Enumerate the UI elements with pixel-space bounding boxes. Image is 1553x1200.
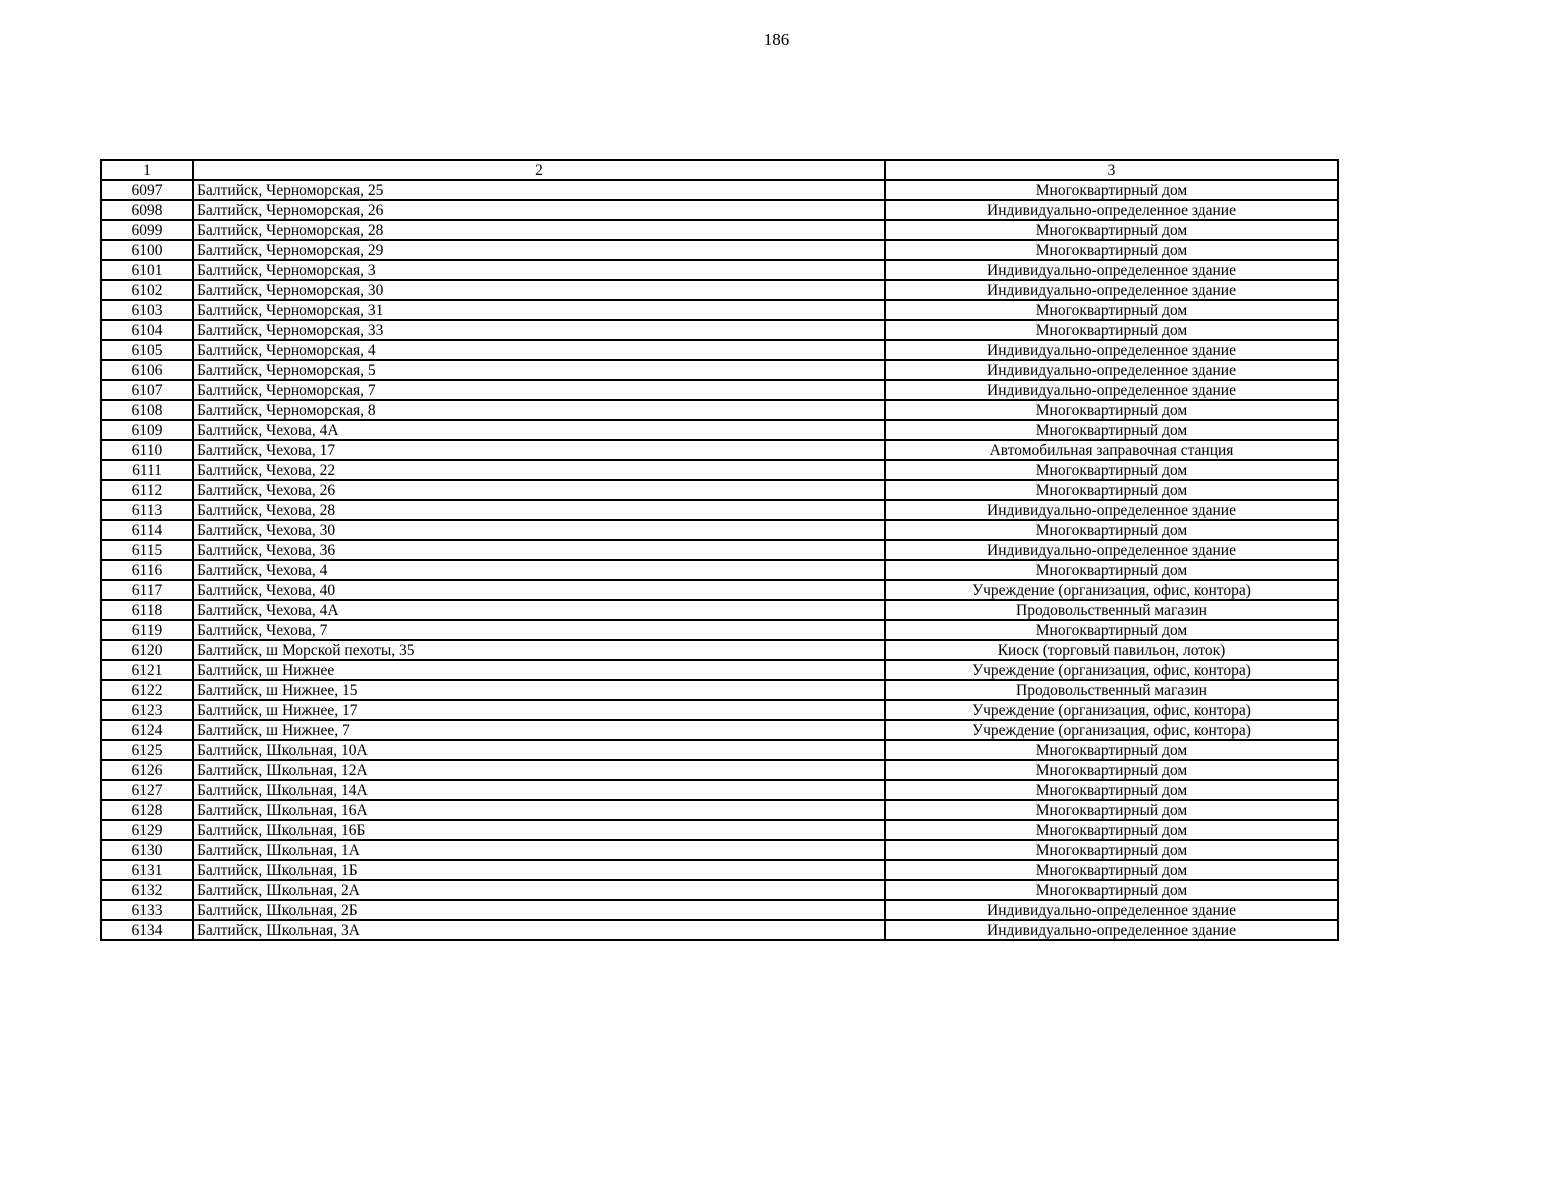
table-row — [101, 280, 1338, 300]
row-number-cell: 6100 — [101, 240, 193, 260]
row-number-cell: 6134 — [101, 920, 193, 940]
address-cell: Балтийск, Черноморская, 7 — [193, 380, 885, 400]
row-number-cell: 6103 — [101, 300, 193, 320]
row-number-cell: 6130 — [101, 840, 193, 860]
address-cell: Балтийск, Черноморская, 31 — [193, 300, 885, 320]
address-cell: Балтийск, ш Нижнее, 15 — [193, 680, 885, 700]
table-row — [101, 700, 1338, 720]
table-row — [101, 800, 1338, 820]
building-type-cell: Многоквартирный дом — [885, 520, 1338, 540]
address-cell: Балтийск, Чехова, 4А — [193, 600, 885, 620]
table-row — [101, 580, 1338, 600]
address-cell: Балтийск, Чехова, 26 — [193, 480, 885, 500]
row-number-cell: 6098 — [101, 200, 193, 220]
row-number-cell: 6125 — [101, 740, 193, 760]
building-type-cell: Многоквартирный дом — [885, 300, 1338, 320]
row-number-cell: 6114 — [101, 520, 193, 540]
address-cell: Балтийск, Школьная, 14А — [193, 780, 885, 800]
building-type-cell: Многоквартирный дом — [885, 620, 1338, 640]
address-cell: Балтийск, Школьная, 2Б — [193, 900, 885, 920]
table-row — [101, 320, 1338, 340]
registry-table-body — [101, 160, 1338, 940]
row-number-cell: 6131 — [101, 860, 193, 880]
table-row — [101, 640, 1338, 660]
column-header-3: 3 — [885, 160, 1338, 180]
row-number-cell: 6113 — [101, 500, 193, 520]
row-number-cell: 6109 — [101, 420, 193, 440]
building-type-cell: Многоквартирный дом — [885, 780, 1338, 800]
table-row — [101, 680, 1338, 700]
building-type-cell: Многоквартирный дом — [885, 840, 1338, 860]
row-number-cell: 6127 — [101, 780, 193, 800]
row-number-cell: 6119 — [101, 620, 193, 640]
building-type-cell: Продовольственный магазин — [885, 680, 1338, 700]
address-cell: Балтийск, Школьная, 1А — [193, 840, 885, 860]
address-cell: Балтийск, Чехова, 22 — [193, 460, 885, 480]
address-cell: Балтийск, Школьная, 2А — [193, 880, 885, 900]
table-row — [101, 660, 1338, 680]
table-row — [101, 360, 1338, 380]
table-row — [101, 220, 1338, 240]
table-row — [101, 740, 1338, 760]
building-type-cell: Многоквартирный дом — [885, 880, 1338, 900]
table-row — [101, 300, 1338, 320]
building-type-cell: Учреждение (организация, офис, контора) — [885, 660, 1338, 680]
building-type-cell: Индивидуально-определенное здание — [885, 360, 1338, 380]
row-number-cell: 6108 — [101, 400, 193, 420]
address-cell: Балтийск, Чехова, 36 — [193, 540, 885, 560]
table-row — [101, 720, 1338, 740]
address-cell: Балтийск, Черноморская, 26 — [193, 200, 885, 220]
address-cell: Балтийск, Чехова, 17 — [193, 440, 885, 460]
row-number-cell: 6123 — [101, 700, 193, 720]
row-number-cell: 6106 — [101, 360, 193, 380]
building-type-cell: Индивидуально-определенное здание — [885, 500, 1338, 520]
address-cell: Балтийск, Чехова, 28 — [193, 500, 885, 520]
building-type-cell: Многоквартирный дом — [885, 860, 1338, 880]
address-cell: Балтийск, Школьная, 3А — [193, 920, 885, 940]
table-row — [101, 840, 1338, 860]
address-cell: Балтийск, Чехова, 4 — [193, 560, 885, 580]
table-row — [101, 560, 1338, 580]
table-row — [101, 420, 1338, 440]
table-header-row — [101, 160, 1338, 180]
address-cell: Балтийск, ш Нижнее — [193, 660, 885, 680]
address-cell: Балтийск, Чехова, 7 — [193, 620, 885, 640]
table-row — [101, 180, 1338, 200]
table-row — [101, 200, 1338, 220]
address-cell: Балтийск, Черноморская, 8 — [193, 400, 885, 420]
row-number-cell: 6097 — [101, 180, 193, 200]
address-cell: Балтийск, ш Нижнее, 7 — [193, 720, 885, 740]
address-cell: Балтийск, Черноморская, 28 — [193, 220, 885, 240]
row-number-cell: 6120 — [101, 640, 193, 660]
building-type-cell: Индивидуально-определенное здание — [885, 540, 1338, 560]
table-row — [101, 500, 1338, 520]
building-type-cell: Учреждение (организация, офис, контора) — [885, 720, 1338, 740]
row-number-cell: 6101 — [101, 260, 193, 280]
row-number-cell: 6133 — [101, 900, 193, 920]
row-number-cell: 6122 — [101, 680, 193, 700]
table-row — [101, 820, 1338, 840]
table-row — [101, 860, 1338, 880]
row-number-cell: 6117 — [101, 580, 193, 600]
address-cell: Балтийск, Школьная, 16Б — [193, 820, 885, 840]
building-type-cell: Многоквартирный дом — [885, 740, 1338, 760]
table-row — [101, 240, 1338, 260]
address-cell: Балтийск, Черноморская, 5 — [193, 360, 885, 380]
building-type-cell: Индивидуально-определенное здание — [885, 280, 1338, 300]
building-type-cell: Многоквартирный дом — [885, 240, 1338, 260]
building-type-cell: Многоквартирный дом — [885, 180, 1338, 200]
row-number-cell: 6105 — [101, 340, 193, 360]
page-number: 186 — [763, 30, 790, 49]
row-number-cell: 6110 — [101, 440, 193, 460]
row-number-cell: 6102 — [101, 280, 193, 300]
table-row — [101, 600, 1338, 620]
building-type-cell: Индивидуально-определенное здание — [885, 920, 1338, 940]
table-row — [101, 920, 1338, 940]
address-cell: Балтийск, Школьная, 12А — [193, 760, 885, 780]
table-row — [101, 760, 1338, 780]
building-type-cell: Многоквартирный дом — [885, 220, 1338, 240]
row-number-cell: 6107 — [101, 380, 193, 400]
building-type-cell: Учреждение (организация, офис, контора) — [885, 580, 1338, 600]
address-cell: Балтийск, Черноморская, 25 — [193, 180, 885, 200]
building-type-cell: Индивидуально-определенное здание — [885, 200, 1338, 220]
table-row — [101, 460, 1338, 480]
building-type-cell: Многоквартирный дом — [885, 400, 1338, 420]
address-cell: Балтийск, Черноморская, 33 — [193, 320, 885, 340]
building-type-cell: Индивидуально-определенное здание — [885, 260, 1338, 280]
address-cell: Балтийск, Черноморская, 30 — [193, 280, 885, 300]
building-type-cell: Многоквартирный дом — [885, 420, 1338, 440]
building-type-cell: Индивидуально-определенное здание — [885, 380, 1338, 400]
row-number-cell: 6126 — [101, 760, 193, 780]
building-type-cell: Индивидуально-определенное здание — [885, 340, 1338, 360]
building-type-cell: Киоск (торговый павильон, лоток) — [885, 640, 1338, 660]
building-type-cell: Учреждение (организация, офис, контора) — [885, 700, 1338, 720]
building-type-cell: Автомобильная заправочная станция — [885, 440, 1338, 460]
row-number-cell: 6124 — [101, 720, 193, 740]
address-cell: Балтийск, ш Морской пехоты, 35 — [193, 640, 885, 660]
row-number-cell: 6116 — [101, 560, 193, 580]
row-number-cell: 6132 — [101, 880, 193, 900]
table-row — [101, 440, 1338, 460]
row-number-cell: 6112 — [101, 480, 193, 500]
table-row — [101, 880, 1338, 900]
row-number-cell: 6111 — [101, 460, 193, 480]
building-type-cell: Многоквартирный дом — [885, 760, 1338, 780]
building-type-cell: Многоквартирный дом — [885, 800, 1338, 820]
building-type-cell: Многоквартирный дом — [885, 820, 1338, 840]
row-number-cell: 6115 — [101, 540, 193, 560]
building-type-cell: Многоквартирный дом — [885, 320, 1338, 340]
address-cell: Балтийск, Черноморская, 29 — [193, 240, 885, 260]
address-cell: Балтийск, Школьная, 1Б — [193, 860, 885, 880]
building-type-cell: Многоквартирный дом — [885, 480, 1338, 500]
row-number-cell: 6099 — [101, 220, 193, 240]
table-row — [101, 260, 1338, 280]
row-number-cell: 6104 — [101, 320, 193, 340]
building-type-cell: Продовольственный магазин — [885, 600, 1338, 620]
building-type-cell: Многоквартирный дом — [885, 560, 1338, 580]
row-number-cell: 6118 — [101, 600, 193, 620]
address-cell: Балтийск, Школьная, 10А — [193, 740, 885, 760]
address-cell: Балтийск, Черноморская, 3 — [193, 260, 885, 280]
address-cell: Балтийск, Чехова, 30 — [193, 520, 885, 540]
table-row — [101, 400, 1338, 420]
table-row — [101, 480, 1338, 500]
row-number-cell: 6129 — [101, 820, 193, 840]
table-row — [101, 780, 1338, 800]
building-type-cell: Индивидуально-определенное здание — [885, 900, 1338, 920]
row-number-cell: 6128 — [101, 800, 193, 820]
table-row — [101, 620, 1338, 640]
address-cell: Балтийск, Школьная, 16А — [193, 800, 885, 820]
address-cell: Балтийск, Чехова, 40 — [193, 580, 885, 600]
table-row — [101, 340, 1338, 360]
registry-table — [100, 159, 1339, 941]
building-type-cell: Многоквартирный дом — [885, 460, 1338, 480]
column-header-2: 2 — [193, 160, 885, 180]
table-row — [101, 900, 1338, 920]
table-row — [101, 380, 1338, 400]
address-cell: Балтийск, Чехова, 4А — [193, 420, 885, 440]
row-number-cell: 6121 — [101, 660, 193, 680]
table-row — [101, 540, 1338, 560]
column-header-1: 1 — [101, 160, 193, 180]
address-cell: Балтийск, ш Нижнее, 17 — [193, 700, 885, 720]
address-cell: Балтийск, Черноморская, 4 — [193, 340, 885, 360]
table-row — [101, 520, 1338, 540]
